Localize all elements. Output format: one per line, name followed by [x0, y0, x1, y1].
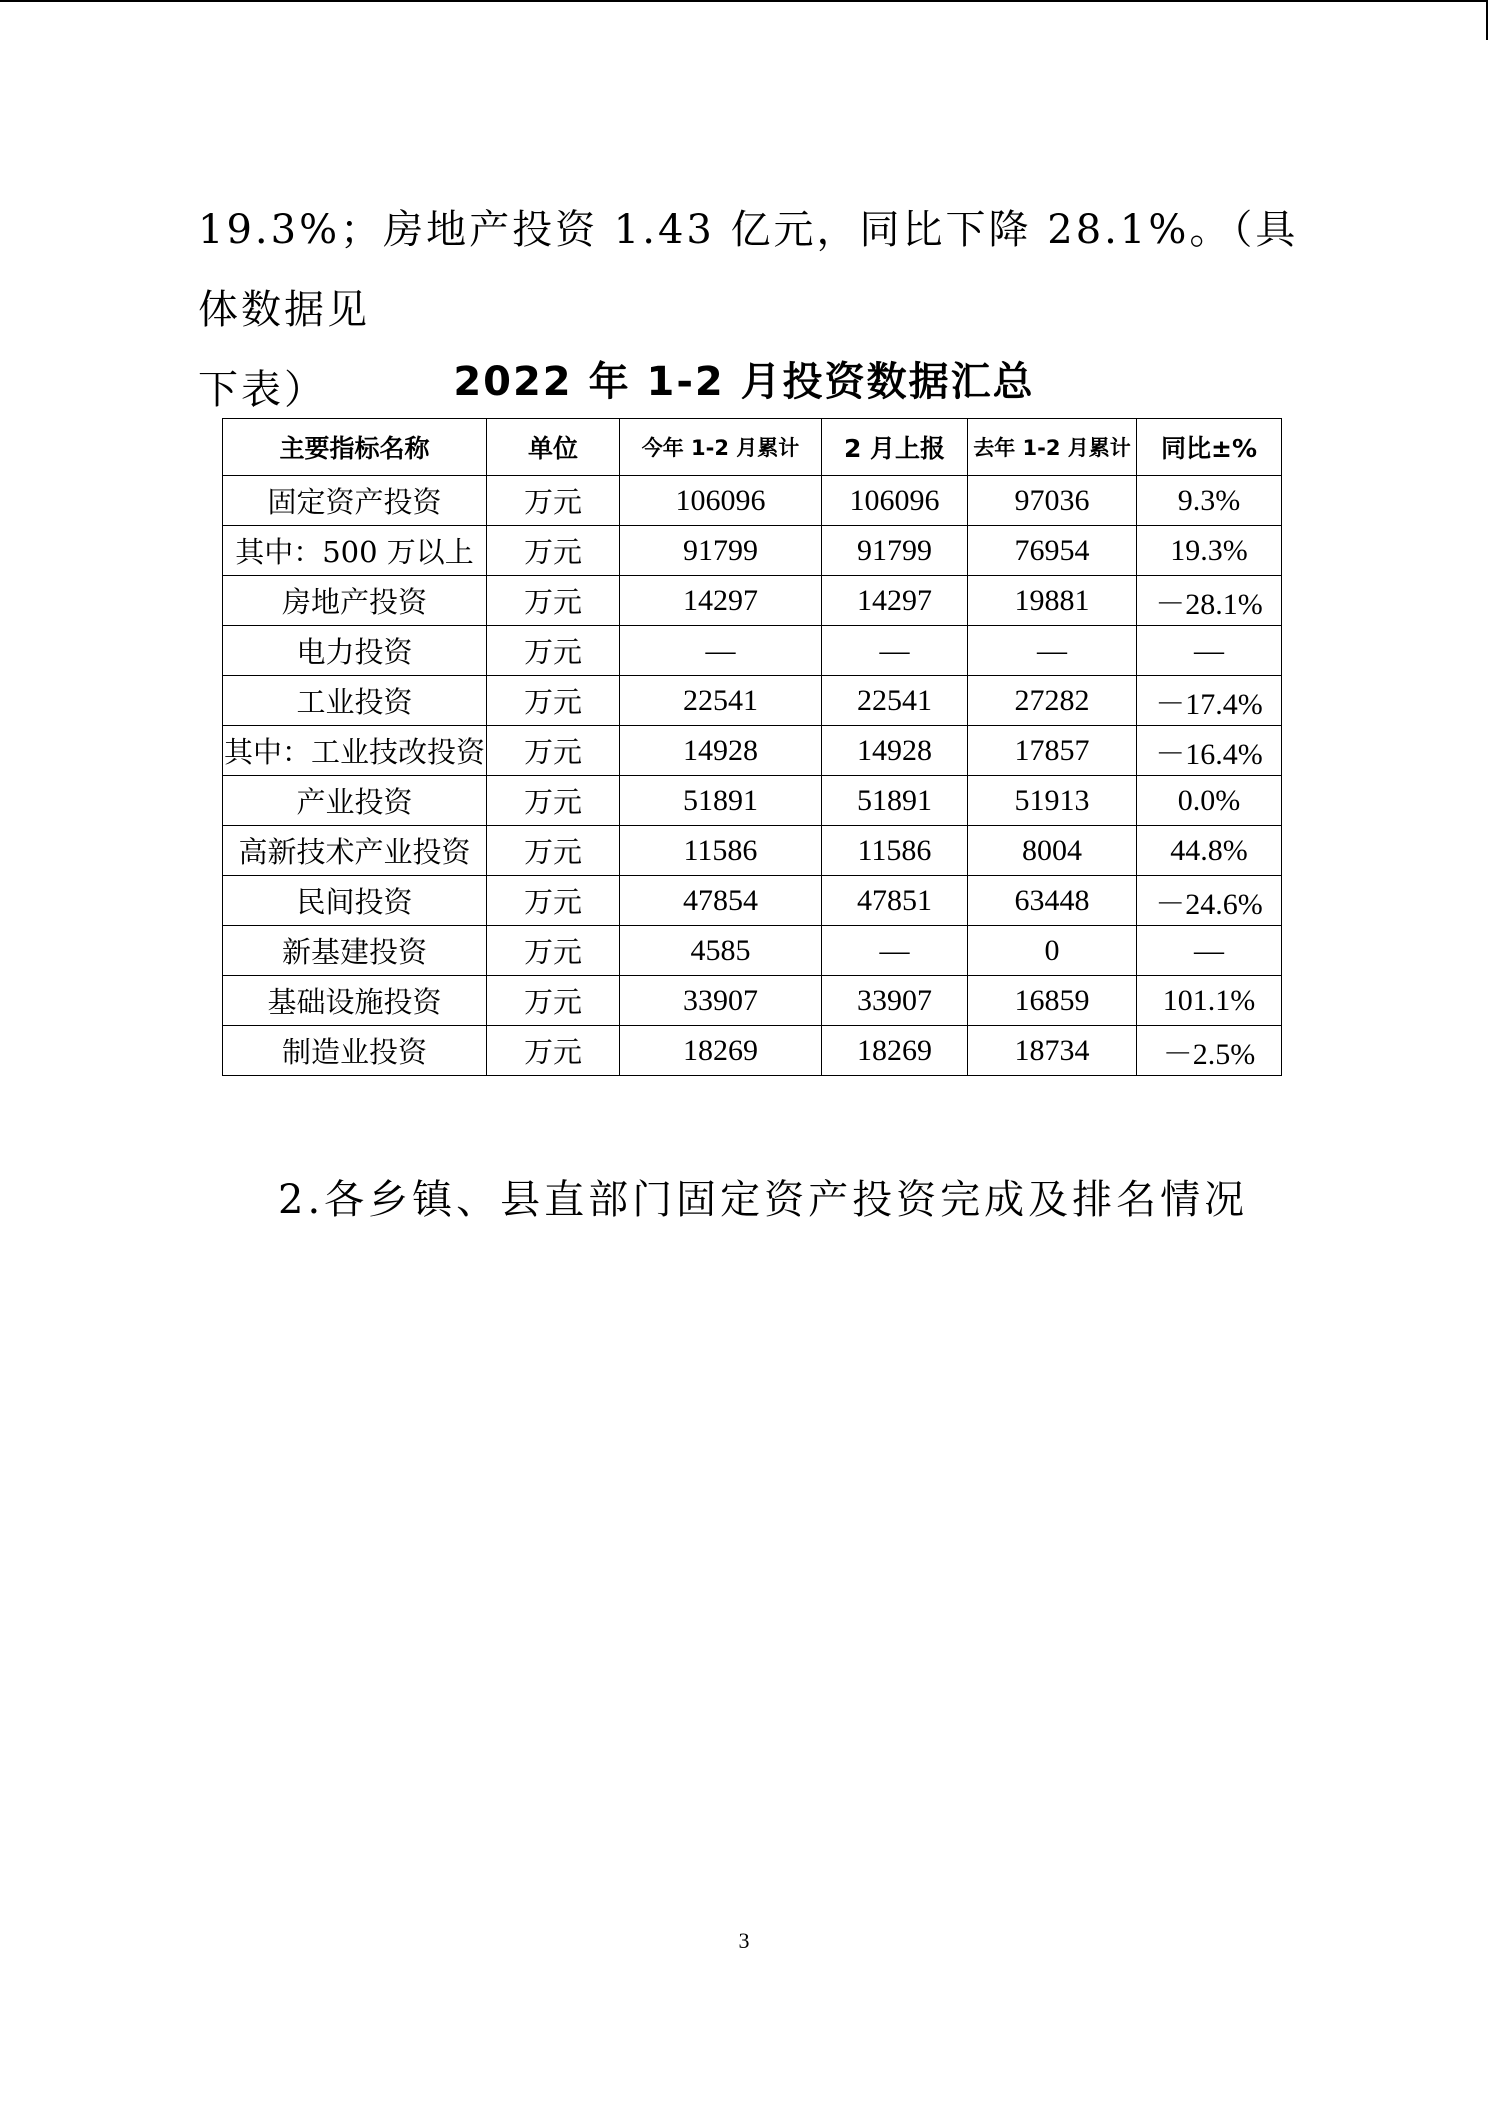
cell-february-reported: 106096: [822, 476, 968, 526]
cell-unit: 万元: [487, 676, 620, 726]
cell-february-reported: 33907: [822, 976, 968, 1026]
cell-yoy-change: －16.4%: [1137, 726, 1282, 776]
header-indicator-name: 主要指标名称: [223, 419, 487, 476]
header-last-year-cumulative: 去年 1-2 月累计: [968, 419, 1137, 476]
investment-summary-table: [222, 418, 1282, 1076]
cell-last-year-cumulative: 16859: [968, 976, 1137, 1026]
cell-unit: 万元: [487, 526, 620, 576]
cell-unit: 万元: [487, 626, 620, 676]
table-row: [223, 726, 1282, 776]
cell-this-year-cumulative: 33907: [620, 976, 822, 1026]
table-header-row: [223, 419, 1282, 476]
table-row: [223, 676, 1282, 726]
cell-indicator-name: 房地产投资: [223, 576, 487, 626]
cell-unit: 万元: [487, 776, 620, 826]
cell-yoy-change: －2.5%: [1137, 1026, 1282, 1076]
cell-unit: 万元: [487, 976, 620, 1026]
table-title: 2022 年 1-2 月投资数据汇总: [453, 359, 1035, 405]
table-row: [223, 876, 1282, 926]
cell-unit: 万元: [487, 876, 620, 926]
cell-last-year-cumulative: —: [968, 626, 1137, 676]
cell-february-reported: 14928: [822, 726, 968, 776]
header-this-year-cumulative: 今年 1-2 月累计: [620, 419, 822, 476]
cell-indicator-name: 产业投资: [223, 776, 487, 826]
cell-unit: 万元: [487, 726, 620, 776]
cell-last-year-cumulative: 63448: [968, 876, 1137, 926]
header-unit: 单位: [487, 419, 620, 476]
table-row: [223, 476, 1282, 526]
cell-this-year-cumulative: 106096: [620, 476, 822, 526]
intro-line-2: 下表）: [198, 367, 327, 413]
cell-yoy-change: －28.1%: [1137, 576, 1282, 626]
cell-february-reported: 14297: [822, 576, 968, 626]
cell-february-reported: 47851: [822, 876, 968, 926]
cell-indicator-name: 电力投资: [223, 626, 487, 676]
cell-unit: 万元: [487, 826, 620, 876]
cell-february-reported: 11586: [822, 826, 968, 876]
cell-last-year-cumulative: 51913: [968, 776, 1137, 826]
cell-february-reported: 18269: [822, 1026, 968, 1076]
cell-yoy-change: 44.8%: [1137, 826, 1282, 876]
cell-indicator-name: 民间投资: [223, 876, 487, 926]
cell-indicator-name: 制造业投资: [223, 1026, 487, 1076]
table-body: [223, 476, 1282, 1076]
cell-yoy-change: 9.3%: [1137, 476, 1282, 526]
cell-this-year-cumulative: 14297: [620, 576, 822, 626]
cell-unit: 万元: [487, 576, 620, 626]
table-row: [223, 576, 1282, 626]
cell-february-reported: —: [822, 626, 968, 676]
cell-unit: 万元: [487, 926, 620, 976]
cell-yoy-change: 0.0%: [1137, 776, 1282, 826]
cell-this-year-cumulative: 51891: [620, 776, 822, 826]
table-row: [223, 976, 1282, 1026]
cell-indicator-name: 固定资产投资: [223, 476, 487, 526]
table-row: [223, 1026, 1282, 1076]
cell-last-year-cumulative: 8004: [968, 826, 1137, 876]
cell-february-reported: 91799: [822, 526, 968, 576]
cell-yoy-change: —: [1137, 926, 1282, 976]
cell-indicator-name: 新基建投资: [223, 926, 487, 976]
cell-indicator-name: 高新技术产业投资: [223, 826, 487, 876]
header-yoy-change: 同比±%: [1137, 419, 1282, 476]
cell-indicator-name: 其中：500 万以上: [223, 526, 487, 576]
cell-this-year-cumulative: 11586: [620, 826, 822, 876]
page-number: 3: [738, 1928, 750, 1953]
section-heading: 2.各乡镇、县直部门固定资产投资完成及排名情况: [278, 1177, 1249, 1223]
cell-indicator-name: 其中：工业技改投资: [223, 726, 487, 776]
cell-last-year-cumulative: 17857: [968, 726, 1137, 776]
cell-february-reported: 51891: [822, 776, 968, 826]
cell-this-year-cumulative: 47854: [620, 876, 822, 926]
top-border-line: [0, 0, 1488, 2]
cell-february-reported: —: [822, 926, 968, 976]
cell-yoy-change: －17.4%: [1137, 676, 1282, 726]
cell-last-year-cumulative: 27282: [968, 676, 1137, 726]
cell-last-year-cumulative: 97036: [968, 476, 1137, 526]
table-row: [223, 526, 1282, 576]
intro-line-1: 19.3%；房地产投资 1.43 亿元，同比下降 28.1%。（具体数据见: [198, 207, 1299, 333]
cell-this-year-cumulative: 18269: [620, 1026, 822, 1076]
cell-yoy-change: —: [1137, 626, 1282, 676]
cell-this-year-cumulative: 91799: [620, 526, 822, 576]
cell-unit: 万元: [487, 476, 620, 526]
cell-this-year-cumulative: 22541: [620, 676, 822, 726]
table-row: [223, 626, 1282, 676]
cell-indicator-name: 基础设施投资: [223, 976, 487, 1026]
header-february-reported: 2 月上报: [822, 419, 968, 476]
cell-this-year-cumulative: —: [620, 626, 822, 676]
cell-unit: 万元: [487, 1026, 620, 1076]
cell-yoy-change: 101.1%: [1137, 976, 1282, 1026]
cell-yoy-change: 19.3%: [1137, 526, 1282, 576]
table-row: [223, 926, 1282, 976]
cell-this-year-cumulative: 14928: [620, 726, 822, 776]
cell-last-year-cumulative: 18734: [968, 1026, 1137, 1076]
cell-yoy-change: －24.6%: [1137, 876, 1282, 926]
cell-february-reported: 22541: [822, 676, 968, 726]
table-row: [223, 826, 1282, 876]
table-row: [223, 776, 1282, 826]
cell-indicator-name: 工业投资: [223, 676, 487, 726]
cell-last-year-cumulative: 76954: [968, 526, 1137, 576]
cell-last-year-cumulative: 0: [968, 926, 1137, 976]
cell-this-year-cumulative: 4585: [620, 926, 822, 976]
cell-last-year-cumulative: 19881: [968, 576, 1137, 626]
